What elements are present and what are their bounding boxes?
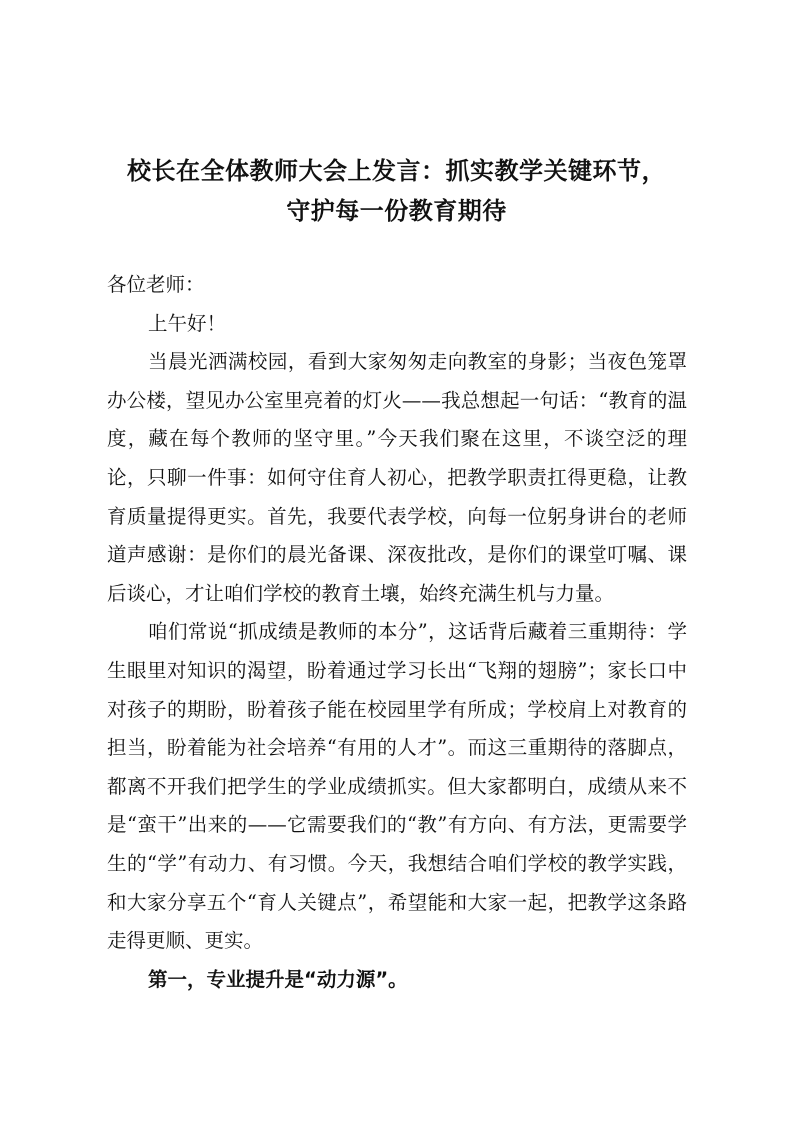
document-body	[107, 266, 687, 999]
document-title-line-1: 校长在全体教师大会上发言：抓实教学关键环节，	[127, 157, 666, 185]
document-title-line-2: 守护每一份教育期待	[286, 197, 507, 225]
greeting: 上午好！	[148, 311, 227, 335]
salutation: 各位老师：	[107, 273, 205, 296]
paragraph-2: 咱们常说“抓成绩是教师的本分”，这话背后藏着三重期待：学生眼里对知识的渴望，盼着通过学习长出“飞翔的翅膀”；家长口中对孩子的期盼，盼着孩子能在校园里学有所成；学校肩上对教育的担当，盼着能为社会培养“有用的人才”。而这三重期待的落脚点，都离不开我们把学生的学业成绩抓实。但大家都明白，成绩从来不是“蛮干”出来的——它需要我们的“教”有方向、有方法，更需要学生的“学”有动力、有习惯。今天，我想结合咱们学校的教学实践，和大家分享五个“育人关键点”，希望能和大家一起，把教学这条路走得更顺、更实。	[107, 620, 687, 953]
paragraph-1: 当晨光洒满校园，看到大家匆匆走向教室的身影；当夜色笼罩办公楼，望见办公室里亮着的灯火——我总想起一句话：“教育的温度，藏在每个教师的坚守里。”今天我们聚在这里，不谈空泛的理论，只聊一件事：如何守住育人初心，把教学职责扛得更稳，让教育质量提得更实。首先，我要代表学校，向每一位躬身讲台的老师道声感谢：是你们的晨光备课、深夜批改，是你们的课堂叮嘱、课后谈心，才让咱们学校的教育土壤，始终充满生机与力量。	[107, 350, 687, 605]
section-heading: 第一，专业提升是“动力源”。	[148, 967, 408, 991]
